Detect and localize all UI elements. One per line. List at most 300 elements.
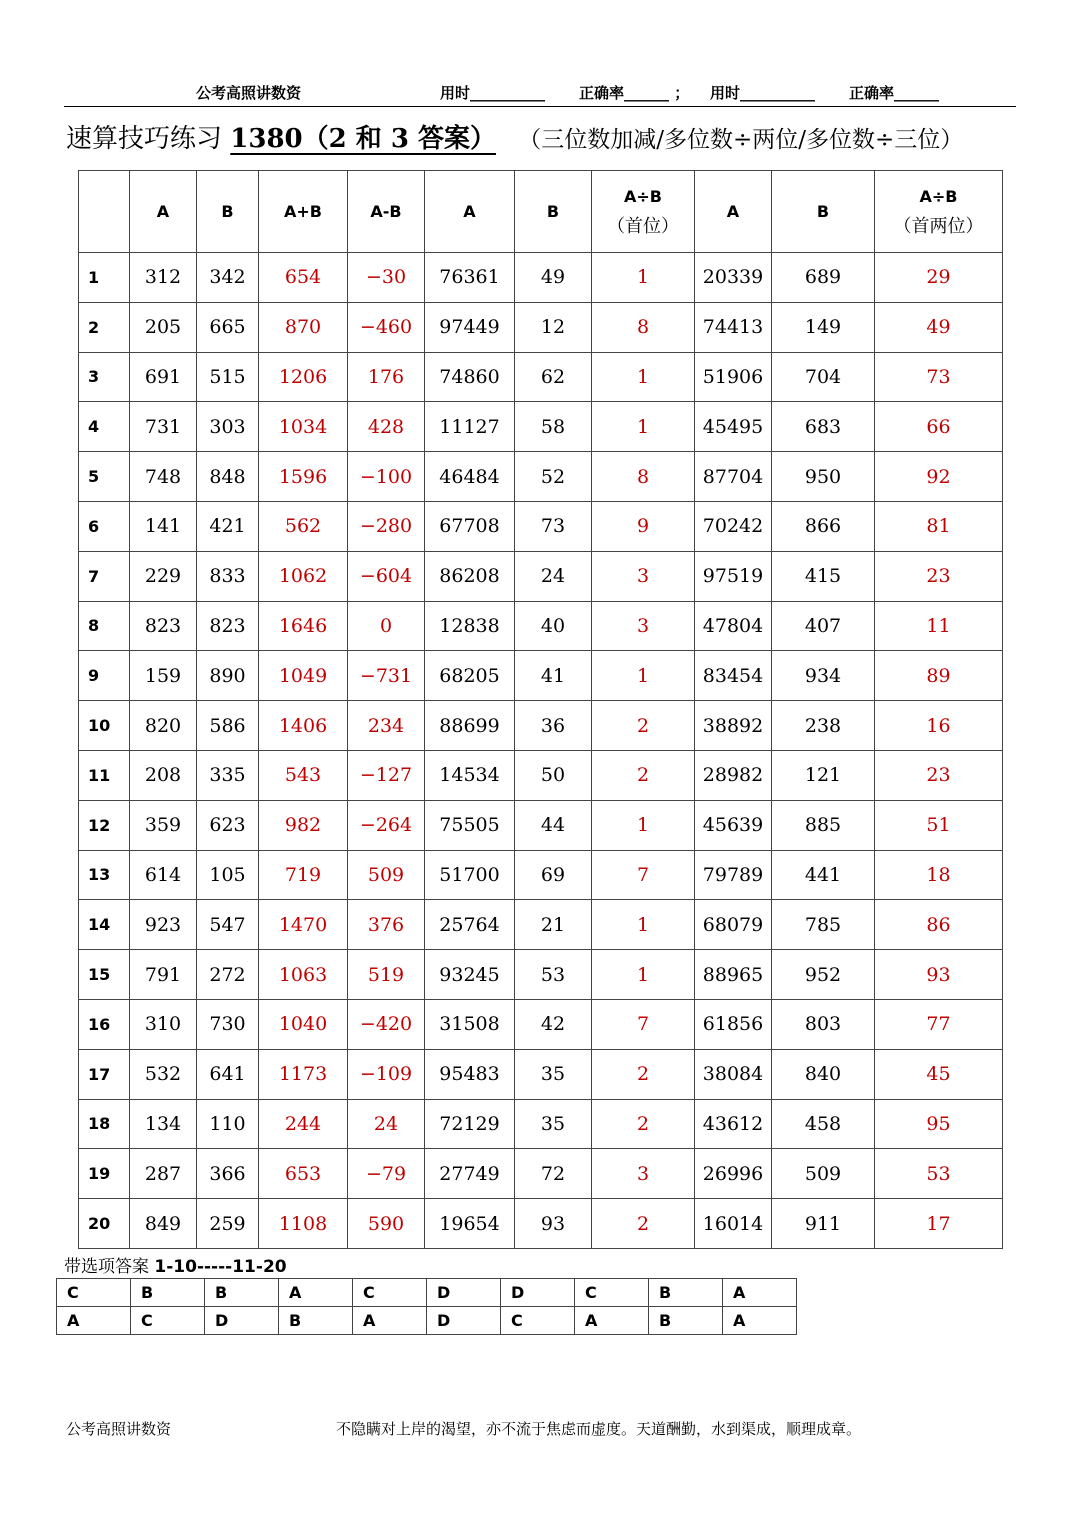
option-cell: A: [575, 1307, 649, 1335]
row-index: 17: [79, 1049, 130, 1099]
row-index: 4: [79, 402, 130, 452]
table-cell: 19654: [425, 1199, 515, 1249]
row-index: 11: [79, 750, 130, 800]
option-cell: C: [501, 1307, 575, 1335]
answer-cell: −420: [348, 999, 425, 1049]
answer-cell: 3: [592, 551, 695, 601]
table-cell: 441: [772, 850, 875, 900]
option-cell: B: [649, 1307, 723, 1335]
table-cell: 820: [130, 701, 197, 751]
option-cell: B: [205, 1279, 279, 1307]
table-row: [79, 253, 1003, 303]
answer-cell: 982: [259, 800, 348, 850]
table-cell: 24: [515, 551, 592, 601]
table-cell: 97449: [425, 302, 515, 352]
answer-cell: 9: [592, 501, 695, 551]
table-cell: 823: [197, 601, 259, 651]
option-cell: D: [205, 1307, 279, 1335]
table-cell: 36: [515, 701, 592, 751]
answer-cell: 3: [592, 601, 695, 651]
row-index: 7: [79, 551, 130, 601]
answer-cell: 1: [592, 352, 695, 402]
answer-cell: 376: [348, 900, 425, 950]
title-description: （三位数加减/多位数÷两位/多位数÷三位）: [518, 127, 964, 153]
answer-cell: 590: [348, 1199, 425, 1249]
answer-cell: 1108: [259, 1199, 348, 1249]
answer-cell: 2: [592, 1049, 695, 1099]
column-header: [348, 171, 425, 253]
answer-cell: 519: [348, 950, 425, 1000]
row-index: 1: [79, 253, 130, 303]
table-cell: 105: [197, 850, 259, 900]
table-cell: 532: [130, 1049, 197, 1099]
table-cell: 68205: [425, 651, 515, 701]
table-row: [79, 999, 1003, 1049]
column-header-label: A: [463, 201, 476, 221]
table-cell: 74413: [695, 302, 772, 352]
answer-cell: 18: [875, 850, 1003, 900]
table-cell: 38084: [695, 1049, 772, 1099]
table-cell: 47804: [695, 601, 772, 651]
table-cell: 366: [197, 1149, 259, 1199]
table-cell: 72: [515, 1149, 592, 1199]
column-header-label: A+B: [284, 201, 322, 221]
answer-cell: 1: [592, 651, 695, 701]
answer-cell: −79: [348, 1149, 425, 1199]
row-index: 14: [79, 900, 130, 950]
answer-cell: 66: [875, 402, 1003, 452]
table-cell: 335: [197, 750, 259, 800]
column-header-label: A÷B: [919, 186, 958, 206]
table-cell: 43612: [695, 1099, 772, 1149]
table-row: [79, 701, 1003, 751]
table-cell: 833: [197, 551, 259, 601]
answer-cell: 719: [259, 850, 348, 900]
answer-cell: 1062: [259, 551, 348, 601]
answer-cell: 2: [592, 750, 695, 800]
answer-cell: 1049: [259, 651, 348, 701]
answer-cell: 1406: [259, 701, 348, 751]
answer-cell: 244: [259, 1099, 348, 1149]
table-cell: 88965: [695, 950, 772, 1000]
table-cell: 95483: [425, 1049, 515, 1099]
table-cell: 731: [130, 402, 197, 452]
table-row: [79, 1199, 1003, 1249]
table-row: [79, 950, 1003, 1000]
header-bar: [64, 78, 1016, 106]
table-cell: 79789: [695, 850, 772, 900]
table-cell: 272: [197, 950, 259, 1000]
answer-cell: 562: [259, 501, 348, 551]
table-cell: 823: [130, 601, 197, 651]
answer-cell: −264: [348, 800, 425, 850]
answer-cell: 509: [348, 850, 425, 900]
table-row: [79, 800, 1003, 850]
answer-cell: 543: [259, 750, 348, 800]
table-cell: 61856: [695, 999, 772, 1049]
table-cell: 840: [772, 1049, 875, 1099]
table-cell: 83454: [695, 651, 772, 701]
time-field-1: 用时__________: [440, 84, 546, 102]
answer-cell: 51: [875, 800, 1003, 850]
table-cell: 623: [197, 800, 259, 850]
answer-cell: 1040: [259, 999, 348, 1049]
table-cell: 97519: [695, 551, 772, 601]
answer-cell: −604: [348, 551, 425, 601]
answer-cell: 45: [875, 1049, 1003, 1099]
row-index: 20: [79, 1199, 130, 1249]
column-header: [197, 171, 259, 253]
table-cell: 73: [515, 501, 592, 551]
options-title: [64, 1252, 287, 1277]
table-cell: 87704: [695, 452, 772, 502]
answer-cell: 1063: [259, 950, 348, 1000]
option-cell: C: [353, 1279, 427, 1307]
row-index: 2: [79, 302, 130, 352]
table-cell: 70242: [695, 501, 772, 551]
answer-cell: 29: [875, 253, 1003, 303]
table-cell: 62: [515, 352, 592, 402]
table-cell: 28982: [695, 750, 772, 800]
table-row: [79, 1149, 1003, 1199]
answer-cell: 11: [875, 601, 1003, 651]
answer-cell: 3: [592, 1149, 695, 1199]
table-row: [79, 501, 1003, 551]
table-cell: 42: [515, 999, 592, 1049]
table-cell: 35: [515, 1049, 592, 1099]
practice-table: [78, 170, 1003, 1249]
answer-cell: 49: [875, 302, 1003, 352]
table-cell: 421: [197, 501, 259, 551]
options-title-range: 1-10-----11-20: [154, 1257, 287, 1277]
table-cell: 45495: [695, 402, 772, 452]
answer-cell: 1470: [259, 900, 348, 950]
table-cell: 952: [772, 950, 875, 1000]
page-title: [66, 118, 963, 158]
table-cell: 934: [772, 651, 875, 701]
answer-cell: 53: [875, 1149, 1003, 1199]
table-cell: 25764: [425, 900, 515, 950]
table-cell: 785: [772, 900, 875, 950]
answer-cell: 17: [875, 1199, 1003, 1249]
table-cell: 141: [130, 501, 197, 551]
accuracy-field-1: 正确率______ ；: [579, 84, 690, 102]
table-row: [79, 651, 1003, 701]
answer-cell: 81: [875, 501, 1003, 551]
option-cell: A: [353, 1307, 427, 1335]
answer-cell: 86: [875, 900, 1003, 950]
table-cell: 310: [130, 999, 197, 1049]
table-cell: 134: [130, 1099, 197, 1149]
table-cell: 890: [197, 651, 259, 701]
column-header: [515, 171, 592, 253]
options-row: [57, 1307, 797, 1335]
answer-cell: 1596: [259, 452, 348, 502]
table-cell: 208: [130, 750, 197, 800]
answer-cell: 2: [592, 1199, 695, 1249]
table-cell: 110: [197, 1099, 259, 1149]
answer-cell: −100: [348, 452, 425, 502]
column-header: [259, 171, 348, 253]
table-cell: 26996: [695, 1149, 772, 1199]
table-cell: 58: [515, 402, 592, 452]
table-cell: 51700: [425, 850, 515, 900]
table-cell: 46484: [425, 452, 515, 502]
header-divider: [64, 106, 1016, 107]
table-row: [79, 551, 1003, 601]
table-cell: 515: [197, 352, 259, 402]
answer-cell: 1: [592, 950, 695, 1000]
table-row: [79, 352, 1003, 402]
answer-cell: 870: [259, 302, 348, 352]
answer-cell: −30: [348, 253, 425, 303]
answer-cell: 24: [348, 1099, 425, 1149]
column-header-label: B: [546, 201, 560, 221]
table-cell: 238: [772, 701, 875, 751]
table-cell: 866: [772, 501, 875, 551]
answer-cell: 93: [875, 950, 1003, 1000]
answer-cell: 1173: [259, 1049, 348, 1099]
answer-cell: 77: [875, 999, 1003, 1049]
column-header-label: B: [221, 201, 234, 221]
answer-cell: 23: [875, 750, 1003, 800]
option-cell: A: [723, 1307, 797, 1335]
option-cell: D: [427, 1279, 501, 1307]
answer-cell: 2: [592, 1099, 695, 1149]
option-cell: C: [131, 1307, 205, 1335]
answer-cell: 1: [592, 402, 695, 452]
table-cell: 205: [130, 302, 197, 352]
answer-cell: −109: [348, 1049, 425, 1099]
table-cell: 303: [197, 402, 259, 452]
table-row: [79, 452, 1003, 502]
row-index: 19: [79, 1149, 130, 1199]
answer-cell: −460: [348, 302, 425, 352]
column-header: [695, 171, 772, 253]
table-cell: 93245: [425, 950, 515, 1000]
answer-cell: 95: [875, 1099, 1003, 1149]
table-cell: 69: [515, 850, 592, 900]
table-cell: 45639: [695, 800, 772, 850]
table-cell: 848: [197, 452, 259, 502]
row-index: 6: [79, 501, 130, 551]
option-cell: B: [131, 1279, 205, 1307]
option-cell: B: [279, 1307, 353, 1335]
row-index: 15: [79, 950, 130, 1000]
table-cell: 27749: [425, 1149, 515, 1199]
table-cell: 689: [772, 253, 875, 303]
option-cell: B: [649, 1279, 723, 1307]
answer-cell: 7: [592, 999, 695, 1049]
option-cell: C: [575, 1279, 649, 1307]
table-cell: 76361: [425, 253, 515, 303]
column-header-label: A-B: [370, 201, 402, 221]
title-main: 速算技巧练习: [66, 124, 223, 154]
table-cell: 68079: [695, 900, 772, 950]
table-cell: 730: [197, 999, 259, 1049]
table-cell: 849: [130, 1199, 197, 1249]
table-row: [79, 850, 1003, 900]
answer-cell: 89: [875, 651, 1003, 701]
table-cell: 40: [515, 601, 592, 651]
answer-cell: 653: [259, 1149, 348, 1199]
row-index: 10: [79, 701, 130, 751]
table-cell: 52: [515, 452, 592, 502]
table-cell: 923: [130, 900, 197, 950]
table-cell: 50: [515, 750, 592, 800]
table-row: [79, 402, 1003, 452]
table-cell: 748: [130, 452, 197, 502]
table-cell: 31508: [425, 999, 515, 1049]
row-index: 8: [79, 601, 130, 651]
table-cell: 49: [515, 253, 592, 303]
table-cell: 791: [130, 950, 197, 1000]
table-cell: 359: [130, 800, 197, 850]
table-cell: 586: [197, 701, 259, 751]
answer-cell: 1034: [259, 402, 348, 452]
table-cell: 149: [772, 302, 875, 352]
table-cell: 11127: [425, 402, 515, 452]
column-header-label: A÷B: [624, 186, 662, 206]
column-header: [130, 171, 197, 253]
options-row: [57, 1279, 797, 1307]
table-cell: 88699: [425, 701, 515, 751]
table-cell: 72129: [425, 1099, 515, 1149]
table-cell: 51906: [695, 352, 772, 402]
table-row: [79, 601, 1003, 651]
column-header: [875, 171, 1003, 253]
table-cell: 12838: [425, 601, 515, 651]
table-cell: 614: [130, 850, 197, 900]
table-cell: 415: [772, 551, 875, 601]
table-cell: 44: [515, 800, 592, 850]
column-header-sub: （首位）: [607, 215, 679, 237]
table-cell: 665: [197, 302, 259, 352]
row-index: 16: [79, 999, 130, 1049]
accuracy-field-2: 正确率______: [849, 84, 940, 102]
table-cell: 704: [772, 352, 875, 402]
row-index: 5: [79, 452, 130, 502]
title-number: 1380（2 和 3 答案）: [230, 124, 496, 154]
table-row: [79, 900, 1003, 950]
option-cell: D: [501, 1279, 575, 1307]
option-cell: A: [279, 1279, 353, 1307]
column-header: [772, 171, 875, 253]
option-cell: D: [427, 1307, 501, 1335]
table-cell: 35: [515, 1099, 592, 1149]
row-index: 18: [79, 1099, 130, 1149]
table-cell: 342: [197, 253, 259, 303]
table-cell: 458: [772, 1099, 875, 1149]
answer-cell: 1: [592, 800, 695, 850]
answer-cell: 16: [875, 701, 1003, 751]
answer-cell: 2: [592, 701, 695, 751]
table-cell: 509: [772, 1149, 875, 1199]
table-row: [79, 302, 1003, 352]
table-header-row: [79, 171, 1003, 253]
answer-cell: 654: [259, 253, 348, 303]
table-cell: 93: [515, 1199, 592, 1249]
answer-cell: −280: [348, 501, 425, 551]
table-cell: 86208: [425, 551, 515, 601]
column-header: [425, 171, 515, 253]
answer-cell: 23: [875, 551, 1003, 601]
options-title-prefix: 带选项答案: [64, 1257, 155, 1277]
answer-cell: 73: [875, 352, 1003, 402]
table-cell: 75505: [425, 800, 515, 850]
table-cell: 74860: [425, 352, 515, 402]
row-index: 9: [79, 651, 130, 701]
table-cell: 691: [130, 352, 197, 402]
answer-cell: 92: [875, 452, 1003, 502]
column-header-sub: （首两位）: [893, 215, 984, 237]
column-header-label: A: [156, 201, 170, 221]
table-cell: 950: [772, 452, 875, 502]
time-field-2: 用时__________: [710, 84, 816, 102]
table-row: [79, 1049, 1003, 1099]
table-cell: 885: [772, 800, 875, 850]
row-index: 3: [79, 352, 130, 402]
answer-cell: 7: [592, 850, 695, 900]
answer-cell: 1646: [259, 601, 348, 651]
answer-cell: 0: [348, 601, 425, 651]
option-cell: C: [57, 1279, 131, 1307]
table-cell: 407: [772, 601, 875, 651]
table-cell: 12: [515, 302, 592, 352]
table-cell: 21: [515, 900, 592, 950]
answer-cell: 8: [592, 452, 695, 502]
table-cell: 683: [772, 402, 875, 452]
column-header-label: A: [726, 201, 740, 221]
option-cell: A: [723, 1279, 797, 1307]
table-cell: 121: [772, 750, 875, 800]
table-cell: 259: [197, 1199, 259, 1249]
answer-cell: 428: [348, 402, 425, 452]
table-cell: 14534: [425, 750, 515, 800]
row-index: 13: [79, 850, 130, 900]
column-header: [592, 171, 695, 253]
answer-cell: 176: [348, 352, 425, 402]
table-cell: 53: [515, 950, 592, 1000]
table-cell: 20339: [695, 253, 772, 303]
answer-cell: 234: [348, 701, 425, 751]
footer-brand: 公考高照讲数资: [66, 1420, 172, 1438]
table-cell: 641: [197, 1049, 259, 1099]
table-cell: 41: [515, 651, 592, 701]
table-cell: 67708: [425, 501, 515, 551]
answer-cell: 1: [592, 253, 695, 303]
answer-cell: 8: [592, 302, 695, 352]
answer-cell: −127: [348, 750, 425, 800]
table-cell: 229: [130, 551, 197, 601]
table-cell: 911: [772, 1199, 875, 1249]
table-cell: 159: [130, 651, 197, 701]
column-header-label: B: [816, 201, 830, 221]
table-cell: 16014: [695, 1199, 772, 1249]
answer-cell: −731: [348, 651, 425, 701]
answer-cell: 1: [592, 900, 695, 950]
table-cell: 287: [130, 1149, 197, 1199]
table-cell: 803: [772, 999, 875, 1049]
option-cell: A: [57, 1307, 131, 1335]
answer-cell: 1206: [259, 352, 348, 402]
header-brand: 公考高照讲数资: [196, 84, 302, 102]
table-cell: 547: [197, 900, 259, 950]
table-cell: 312: [130, 253, 197, 303]
table-row: [79, 1099, 1003, 1149]
table-row: [79, 750, 1003, 800]
row-index: 12: [79, 800, 130, 850]
